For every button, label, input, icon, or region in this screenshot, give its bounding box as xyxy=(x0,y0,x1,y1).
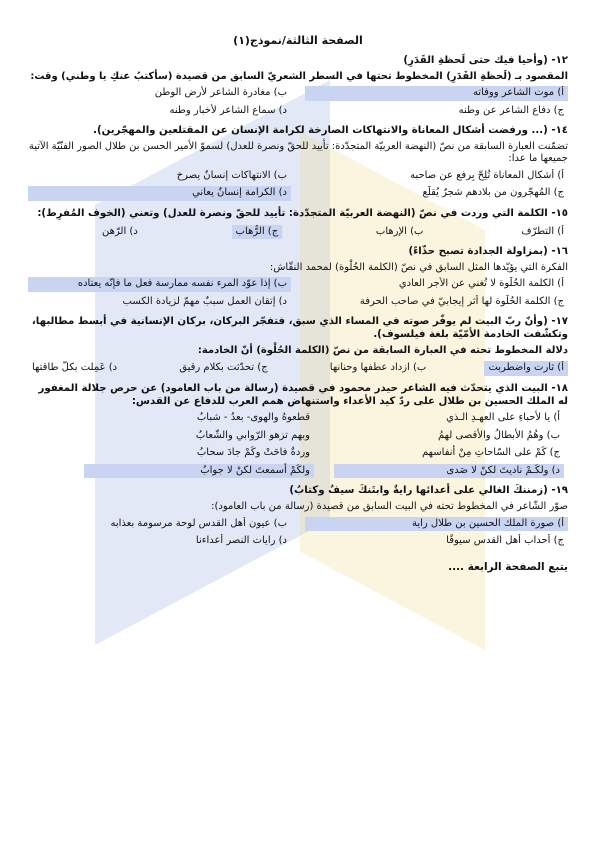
option-b[interactable]: ب) ازداد عطفها وحنانها xyxy=(329,362,427,374)
option-c-first-hemistich[interactable]: ج) كَمْ على السّاحاتِ مِنْ أنفاسهم xyxy=(422,447,560,459)
option-b[interactable]: ب) مغادرة الشاعر لأرض الوطن xyxy=(154,87,287,98)
option-c[interactable]: ج) الرُّهاب xyxy=(232,225,283,240)
options-grid xyxy=(28,169,568,201)
option-b[interactable]: ب) الانتهاكات إنسانٌ يصرخ xyxy=(176,169,287,181)
option-b-first-hemistich[interactable]: ب) وهُمُ الأبطالُ والأقصى لهمُ xyxy=(438,429,560,441)
options-grid xyxy=(28,86,568,118)
question-18 xyxy=(28,383,568,479)
option-a[interactable]: أ) ثارت واضطربت xyxy=(484,361,568,376)
option-b[interactable]: ب) إذا عوّد المرء نفسه ممارسة فعل ما فإنّه يعتاده xyxy=(28,277,291,292)
option-a[interactable]: أ) موت الشاعر ووفاته xyxy=(305,86,568,101)
option-a[interactable]: أ) أشكال المعاناة تُلِحّ بِرفع عن صاحبه xyxy=(410,169,564,181)
option-b[interactable]: ب) الإرهاب xyxy=(375,225,424,237)
option-d[interactable]: د) سماع الشاعر لأخبار وطنه xyxy=(169,104,287,116)
option-c[interactable]: ج) الكلمة الحُلْوة لها أثر إيجابيّ في صاحب الحرفة xyxy=(359,295,564,307)
option-d[interactable]: د) عَمِلت بكلّ طاقتها xyxy=(32,362,118,374)
question-15 xyxy=(28,208,568,239)
option-b[interactable]: ب) عيون أهل القدس لوحة مرسومة بعذابه xyxy=(110,517,287,529)
options-row xyxy=(28,361,568,376)
option-d[interactable]: د) الكرامة إنسانٌ يعاني xyxy=(28,186,291,201)
option-c-second-hemistich[interactable]: وردةٌ فاحَتْ وكَمْ جادَ سحابُ xyxy=(196,447,310,459)
option-c[interactable]: ج) دفاع الشاعر عن وطنه xyxy=(458,104,564,116)
options-grid xyxy=(28,517,568,549)
option-c[interactable]: ج) تحدّثت بكلام رقيق xyxy=(179,362,268,374)
question-14 xyxy=(28,125,568,201)
question-title: ١٩- (زمننكَ الغالي على أعدائها رايةٌ وابتَنكَ سيفٌ وكتابُ) xyxy=(289,485,568,497)
question-title: ١٧- (وأنّ ربّ البيت لم يوفّر صوته في المساء الذي سبق، فتفجّر البركان، بركان الإنسانية في أبسط مطالبها، وتكشّفت الخادمة الأمّيّة بلغة فيلسوف). xyxy=(31,316,568,340)
option-b-second-hemistich[interactable]: وبهم تزهو الرّوابي والشّعابُ xyxy=(195,429,310,441)
question-12 xyxy=(28,55,568,118)
option-a-first-hemistich[interactable]: أ) يا لأحباءِ على العهـدِ الـذي xyxy=(446,412,560,424)
question-prompt: الفكرة التي يؤيّدها المثل السابق في نصّ (الكلمة الحُلْوة) لمحمد النقّاش: xyxy=(269,261,568,273)
question-19 xyxy=(28,485,568,548)
option-c[interactable]: ج) أحداب أهل القدس سيوفًا xyxy=(446,535,564,546)
question-prompt: المقصود بـ (لَحظةِ القَدَرِ) المخطوط تحتها في السطر الشعريّ السابق من قصيدة (سأكتبُ عنكِ يا وطني) وقت: xyxy=(30,70,568,82)
option-d[interactable]: د) الرّهن xyxy=(102,225,138,237)
page-footer: يتبع الصفحة الرابعة .... xyxy=(448,560,568,573)
page-content xyxy=(28,34,568,574)
question-title: ١٤- (... ورفضت أشكال المعاناة والانتهاكات الصارخة لكرامة الإنسان عن المقتلعين والمهجّرين). xyxy=(93,125,568,136)
option-a[interactable]: أ) التطرّف xyxy=(521,225,564,237)
option-c[interactable]: ج) المُهجّرون من بلادهم شجرٌ يُقلَع xyxy=(422,187,564,199)
question-title: ١٦- (بمزاولة الجدادة تصبح حذّاءً) xyxy=(408,246,568,257)
question-prompt: دلالة المخطوط تحته في العبارة السابقة من نصّ (الكلمة الحُلْوة) أنّ الخادمة: xyxy=(197,344,568,356)
options-grid xyxy=(28,277,568,309)
question-17 xyxy=(28,316,568,376)
option-d-first-hemistich[interactable]: د) ولكَـمْ ناديتَ لكنْ لا صَدى xyxy=(334,464,564,479)
option-a[interactable]: أ) الكلمة الحُلْوة لا تُغني عن الأجر العادي xyxy=(398,278,564,290)
option-d[interactable]: د) إتقان العمل سببٌ مهمّ لزيادة الكسب xyxy=(122,295,287,307)
poem-options xyxy=(28,411,568,478)
question-title: ١٥- الكلمة التي وردت في نصّ (النهضة العربيّة المتجدّدة: تأييد للحقّ ونصرة للعدل) وتعني (الخوف المُفرِط): xyxy=(37,207,568,219)
page-title: الصفحة الثالثة/نموذج(١) xyxy=(233,34,363,47)
question-prompt: صوّر الشّاعر في المخطوط تحته في البيت السابق من قصيدة (رسالة من باب العامود): xyxy=(211,501,568,512)
option-d[interactable]: د) رايات النصر أعداءنا xyxy=(195,535,287,546)
option-a[interactable]: أ) صورة الملك الحسين بن طلال راية xyxy=(305,517,568,532)
question-16 xyxy=(28,246,568,309)
question-title: ١٢- (وأحيا فيك حتى لَحظةِ القَدَرِ) xyxy=(403,54,568,66)
option-a-second-hemistich[interactable]: قطعوهُ والهوى- بعدُ - شبابُ xyxy=(196,412,310,424)
options-row xyxy=(28,225,568,240)
question-prompt: تضمّنت العبارة السابقة من نصّ (النهضة العربيّة المتجدّدة: تأييد للحقّ ونصرة للعدل) لسموّ الأمير الحسن بن طلال الصور الفنّيّة الآتية جميعها ما عدا: xyxy=(28,140,568,165)
question-title: ١٨- البيت الذي يتحدّث فيه الشاعر حيدر محمود في قصيدة (رسالة من باب العامود) عن حرص جلالة المغفور له الملك الحسين بن طلال على ردّ كيد الأعداء واستنهاض همم العرب للدفاع عن القدس: xyxy=(38,382,568,407)
option-d-second-hemistich[interactable]: ولكَمْ أسمعتَ لكنْ لا جوابُ xyxy=(84,464,314,479)
